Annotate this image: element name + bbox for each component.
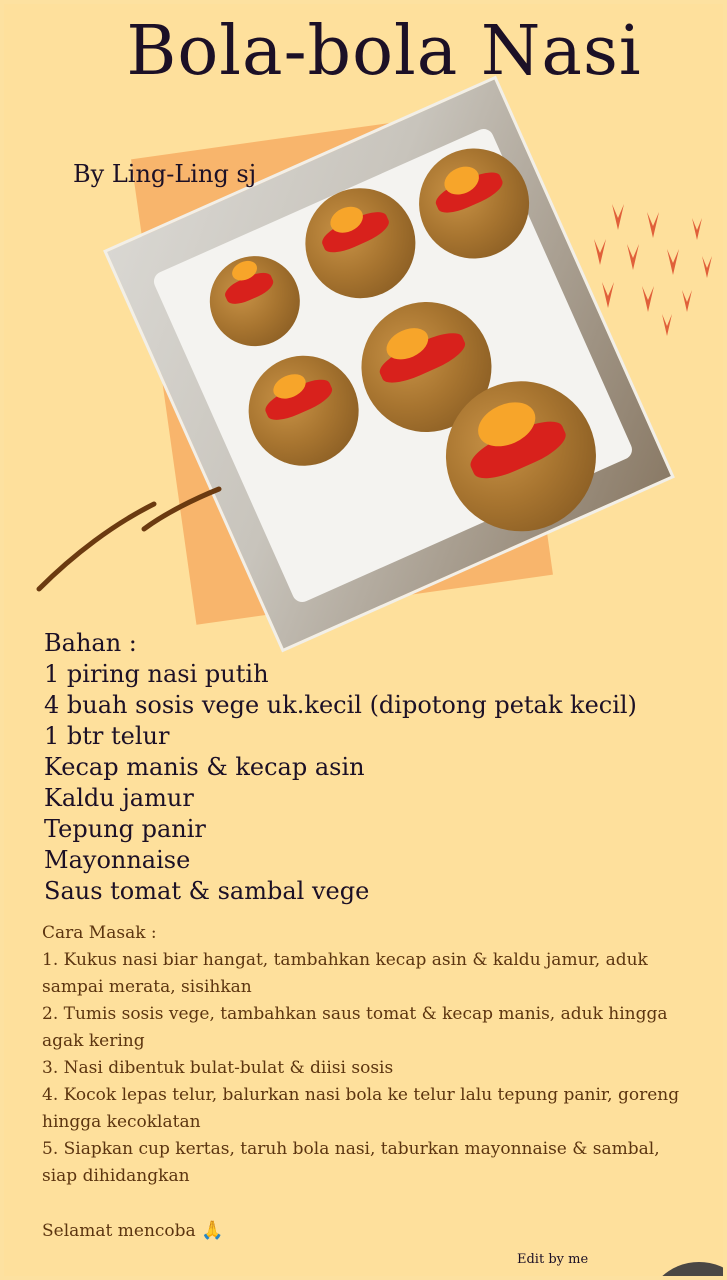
author-byline: By Ling-Ling sj <box>73 160 257 188</box>
ingredient-item: 1 piring nasi putih <box>44 660 269 688</box>
edit-credit: Edit by me <box>517 1252 589 1267</box>
ingredient-item: Kecap manis & kecap asin <box>44 753 365 781</box>
ingredients-section <box>44 628 637 907</box>
hearts-decoration <box>582 194 722 344</box>
corner-circle-decoration <box>644 1262 723 1276</box>
ingredient-item: 4 buah sosis vege uk.kecil (dipotong petak kecil) <box>44 691 637 719</box>
step-item: 3. Nasi dibentuk bulat-bulat & diisi sosis <box>42 1058 394 1078</box>
steps-heading: Cara Masak : <box>42 923 157 943</box>
ingredients-heading: Bahan : <box>44 629 137 657</box>
squiggle-decoration <box>34 484 234 594</box>
step-item: 1. Kukus nasi biar hangat, tambahkan kecap asin & kaldu jamur, aduk sampai merata, sisihkan <box>42 950 648 997</box>
step-item: 4. Kocok lepas telur, balurkan nasi bola ke telur lalu tepung panir, goreng hingga kecoklatan <box>42 1085 680 1132</box>
closing-line <box>42 1220 224 1241</box>
recipe-title: Bola-bola Nasi <box>126 12 642 91</box>
closing-text: Selamat mencoba <box>42 1221 196 1241</box>
recipe-card <box>4 4 723 1276</box>
step-item: 2. Tumis sosis vege, tambahkan saus tomat & kecap manis, aduk hingga agak kering <box>42 1004 668 1051</box>
ingredient-item: Saus tomat & sambal vege <box>44 877 370 905</box>
ingredient-item: Kaldu jamur <box>44 784 194 812</box>
steps-section <box>42 920 692 1190</box>
step-item: 5. Siapkan cup kertas, taruh bola nasi, taburkan mayonnaise & sambal, siap dihidangkan <box>42 1139 660 1186</box>
ingredient-item: Tepung panir <box>44 815 206 843</box>
ingredient-item: 1 btr telur <box>44 722 170 750</box>
folded-hands-icon: 🙏 <box>201 1220 224 1241</box>
ingredient-item: Mayonnaise <box>44 846 191 874</box>
